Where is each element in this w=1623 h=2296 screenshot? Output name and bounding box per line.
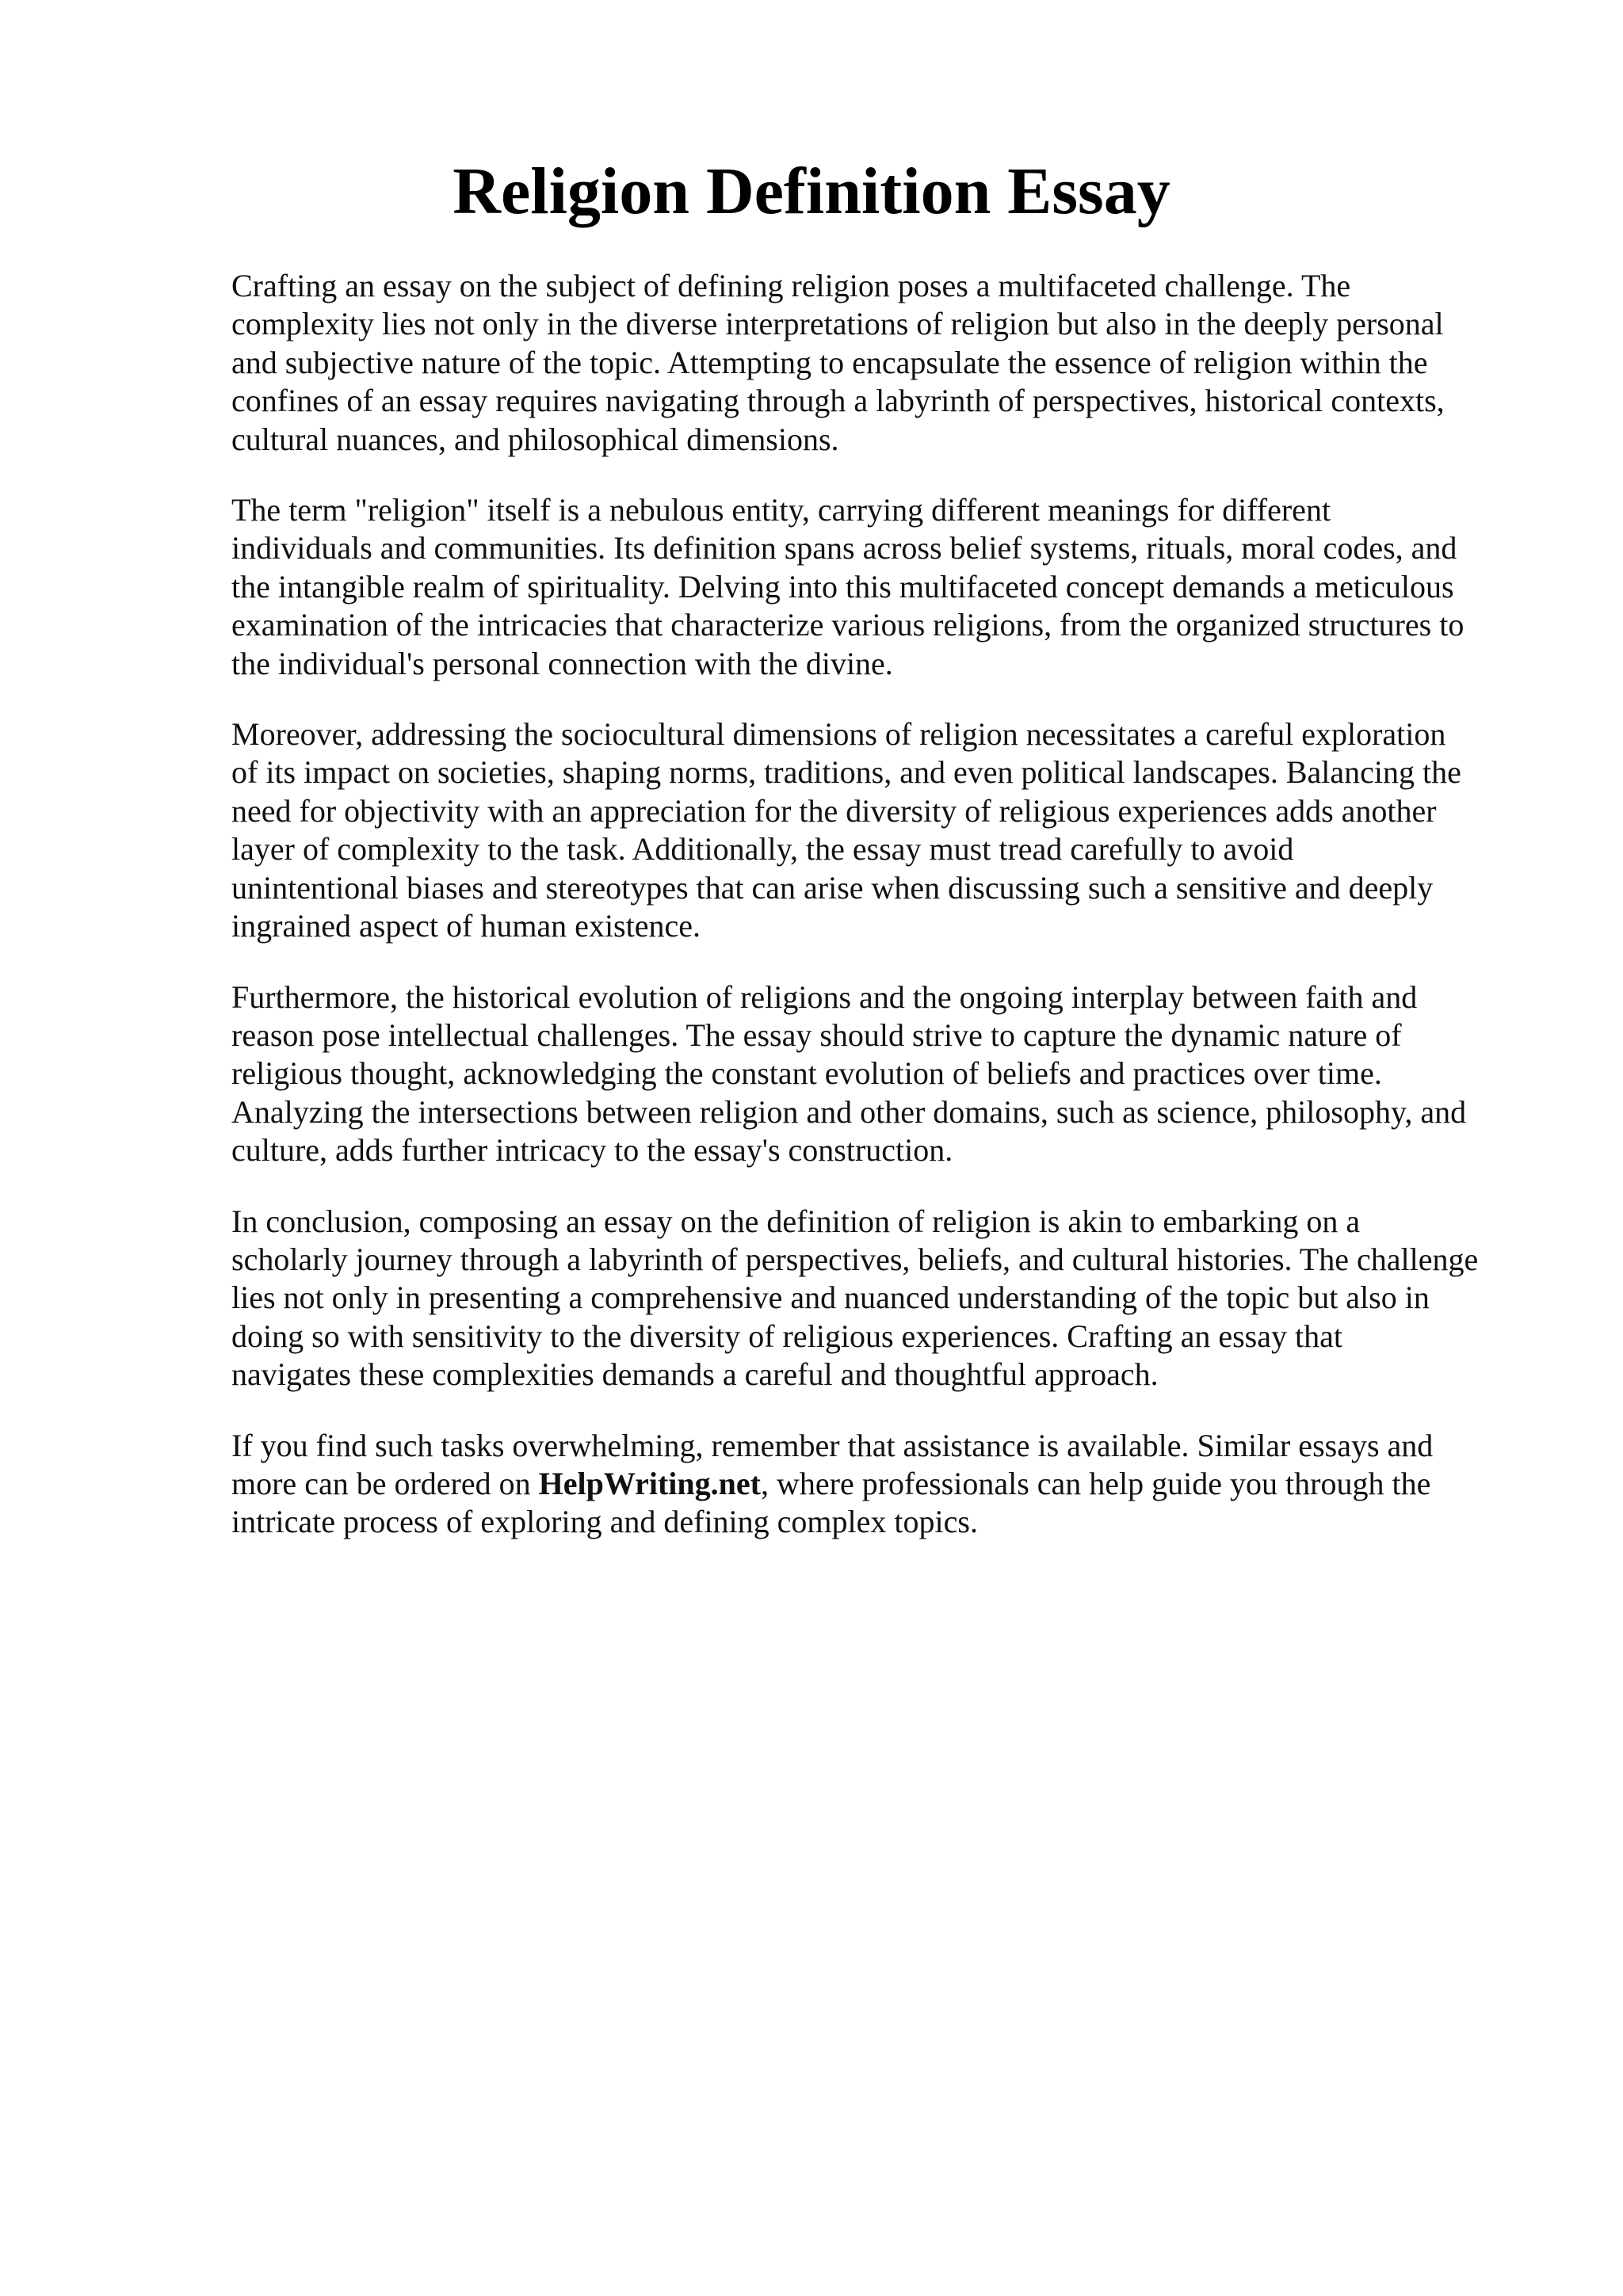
closing-paragraph (231, 1427, 1547, 1542)
closing-line-1: If you find such tasks overwhelming, remember that assistance is available. Similar essays and (231, 1427, 1434, 1463)
closing-line-3: intricate process of exploring and defining complex topics. (231, 1504, 978, 1540)
text-line: religious thought, acknowledging the constant evolution of beliefs and practices over time. (231, 1055, 1382, 1092)
paragraph-list (231, 267, 1547, 1394)
text-line: culture, adds further intricacy to the essay's construction. (231, 1132, 953, 1169)
text-line: and subjective nature of the topic. Attempting to encapsulate the essence of religion within the (231, 344, 1428, 380)
text-line: ingrained aspect of human existence. (231, 908, 701, 944)
paragraph (231, 491, 1547, 683)
text-line: layer of complexity to the task. Additionally, the essay must tread carefully to avoid (231, 831, 1294, 868)
text-line: doing so with sensitivity to the diversity of religious experiences. Crafting an essay that (231, 1318, 1342, 1354)
text-line: scholarly journey through a labyrinth of perspectives, beliefs, and cultural histories. The challenge (231, 1241, 1479, 1277)
essay-body (231, 267, 1547, 1574)
text-line: Analyzing the intersections between religion and other domains, such as science, philosophy, and (231, 1093, 1467, 1130)
text-line: cultural nuances, and philosophical dimensions. (231, 421, 839, 457)
text-line: navigates these complexities demands a careful and thoughtful approach. (231, 1356, 1159, 1393)
text-line: Furthermore, the historical evolution of religions and the ongoing interplay between faith and (231, 978, 1418, 1015)
page-title: Religion Definition Essay (453, 154, 1170, 228)
paragraph (231, 267, 1547, 459)
text-line: Moreover, addressing the sociocultural dimensions of religion necessitates a careful exploration (231, 716, 1446, 753)
paragraph (231, 715, 1547, 945)
text-line: need for objectivity with an appreciation for the diversity of religious experiences adds another (231, 792, 1437, 829)
text-line: In conclusion, composing an essay on the definition of religion is akin to embarking on a (231, 1203, 1361, 1239)
closing-line-2 (231, 1465, 1547, 1503)
text-line: of its impact on societies, shaping norms, traditions, and even political landscapes. Balancing the (231, 754, 1461, 791)
closing-line-2-end: , where professionals can help guide you through the (760, 1465, 1431, 1501)
text-line: individuals and communities. Its definition spans across belief systems, rituals, moral codes, and (231, 530, 1457, 566)
text-line: the intangible realm of spirituality. Delving into this multifaceted concept demands a meticulous (231, 568, 1454, 605)
text-line: confines of an essay requires navigating through a labyrinth of perspectives, historical contexts, (231, 383, 1445, 419)
helpwriting-link[interactable]: HelpWriting.net (538, 1465, 761, 1501)
paragraph (231, 978, 1547, 1170)
paragraph (231, 1203, 1547, 1394)
text-line: lies not only in presenting a comprehensive and nuanced understanding of the topic but also in (231, 1280, 1430, 1316)
text-line: Crafting an essay on the subject of defining religion poses a multifaceted challenge. The (231, 268, 1351, 303)
closing-line-2-start: more can be ordered on (231, 1465, 539, 1501)
text-line: reason pose intellectual challenges. The essay should strive to capture the dynamic nature of (231, 1016, 1402, 1053)
text-line: the individual's personal connection with the divine. (231, 645, 893, 681)
text-line: examination of the intricacies that characterize various religions, from the organized structures to (231, 607, 1465, 643)
text-line: The term "religion" itself is a nebulous entity, carrying different meanings for different (231, 492, 1331, 528)
text-line: unintentional biases and stereotypes that can arise when discussing such a sensitive and deeply (231, 869, 1434, 906)
text-line: complexity lies not only in the diverse interpretations of religion but also in the deeply personal (231, 306, 1444, 342)
